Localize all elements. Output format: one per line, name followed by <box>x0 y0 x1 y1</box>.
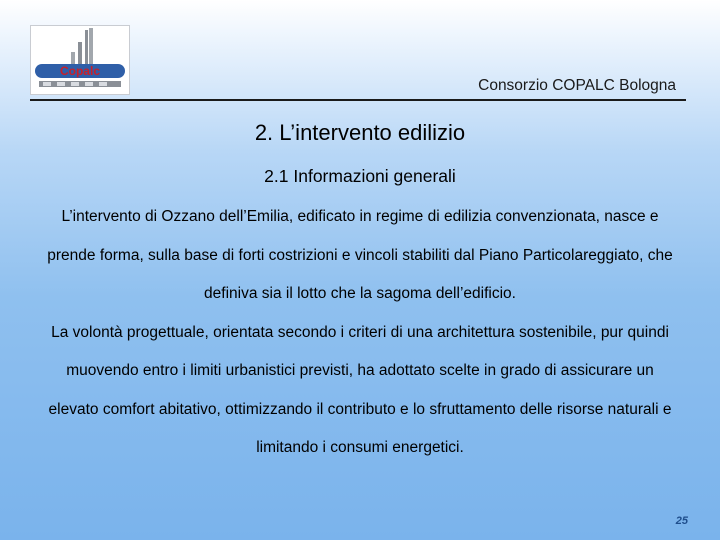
slide-title: 2. L’intervento edilizio <box>254 120 466 145</box>
copalc-logo <box>30 25 130 95</box>
header-title: Consorzio COPALC Bologna <box>478 77 676 94</box>
page-number: 25 <box>675 515 688 527</box>
body-text <box>40 198 680 468</box>
svg-text:Copalc: Copalc <box>59 64 101 78</box>
body-paragraph: L’intervento di Ozzano dell’Emilia, edificato in regime di edilizia convenzionata, nasce e prende forma, sulla base di forti costrizioni e vincoli stabiliti dal Piano Particolareggiato, che definiva sia il lotto che la sagoma dell’edificio. <box>47 208 673 302</box>
body-paragraph: La volontà progettuale, orientata secondo i criteri di una architettura sostenibile, pur quindi muovendo entro i limiti urbanistici previsti, ha adottato scelte in grado di assicurare un elevato comfort abitativo, ottimizzando il contributo e lo sfruttamento delle risorse naturali e limitando i consumi energetici. <box>48 323 672 456</box>
copalc-logo-graphic <box>31 26 129 94</box>
section-subheading: 2.1 Informazioni generali <box>264 166 456 186</box>
header-divider <box>30 99 686 101</box>
